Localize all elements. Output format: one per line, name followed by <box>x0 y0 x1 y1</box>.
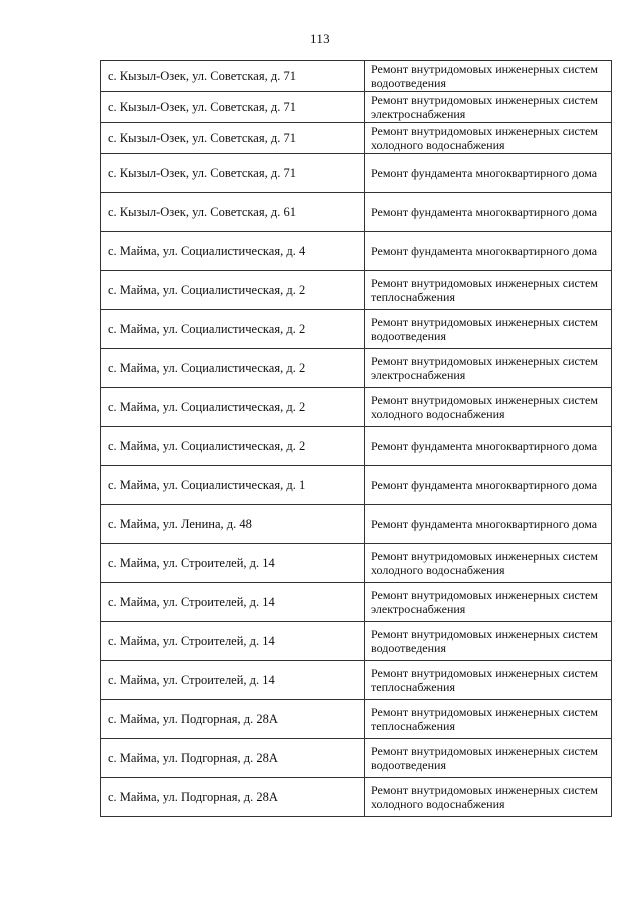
work-type-cell: Ремонт фундамента многоквартирного дома <box>365 232 612 271</box>
table-row <box>101 466 612 505</box>
address-cell: с. Кызыл-Озек, ул. Советская, д. 71 <box>101 61 365 92</box>
work-type-cell: Ремонт фундамента многоквартирного дома <box>365 505 612 544</box>
address-cell: с. Майма, ул. Социалистическая, д. 2 <box>101 349 365 388</box>
address-cell: с. Майма, ул. Строителей, д. 14 <box>101 622 365 661</box>
address-cell: с. Майма, ул. Социалистическая, д. 2 <box>101 427 365 466</box>
work-type-cell: Ремонт внутридомовых инженерных систем водоотведения <box>365 739 612 778</box>
work-type-cell: Ремонт фундамента многоквартирного дома <box>365 193 612 232</box>
table-row <box>101 193 612 232</box>
table-row <box>101 388 612 427</box>
table-row <box>101 92 612 123</box>
address-cell: с. Майма, ул. Социалистическая, д. 1 <box>101 466 365 505</box>
work-type-cell: Ремонт внутридомовых инженерных систем холодного водоснабжения <box>365 544 612 583</box>
address-cell: с. Майма, ул. Строителей, д. 14 <box>101 661 365 700</box>
table-row <box>101 739 612 778</box>
work-type-cell: Ремонт внутридомовых инженерных систем холодного водоснабжения <box>365 778 612 817</box>
table-row <box>101 583 612 622</box>
address-cell: с. Майма, ул. Социалистическая, д. 2 <box>101 388 365 427</box>
work-type-cell: Ремонт внутридомовых инженерных систем теплоснабжения <box>365 271 612 310</box>
page-number: 113 <box>310 31 330 46</box>
address-cell: с. Кызыл-Озек, ул. Советская, д. 71 <box>101 154 365 193</box>
table-row <box>101 661 612 700</box>
table-row <box>101 700 612 739</box>
table-row <box>101 505 612 544</box>
table-row <box>101 310 612 349</box>
address-cell: с. Майма, ул. Ленина, д. 48 <box>101 505 365 544</box>
table-row <box>101 427 612 466</box>
work-type-cell: Ремонт внутридомовых инженерных систем теплоснабжения <box>365 700 612 739</box>
table-row <box>101 61 612 92</box>
work-type-cell: Ремонт фундамента многоквартирного дома <box>365 427 612 466</box>
table-row <box>101 154 612 193</box>
address-cell: с. Кызыл-Озек, ул. Советская, д. 71 <box>101 123 365 154</box>
table-row <box>101 544 612 583</box>
table-row <box>101 232 612 271</box>
table-row <box>101 271 612 310</box>
address-cell: с. Майма, ул. Строителей, д. 14 <box>101 583 365 622</box>
work-type-cell: Ремонт внутридомовых инженерных систем водоотведения <box>365 61 612 92</box>
address-cell: с. Майма, ул. Социалистическая, д. 2 <box>101 271 365 310</box>
table-row <box>101 123 612 154</box>
work-type-cell: Ремонт внутридомовых инженерных систем холодного водоснабжения <box>365 123 612 154</box>
address-cell: с. Майма, ул. Подгорная, д. 28А <box>101 700 365 739</box>
table-row <box>101 349 612 388</box>
work-type-cell: Ремонт внутридомовых инженерных систем водоотведения <box>365 622 612 661</box>
table-row <box>101 778 612 817</box>
work-type-cell: Ремонт внутридомовых инженерных систем холодного водоснабжения <box>365 388 612 427</box>
work-type-cell: Ремонт внутридомовых инженерных систем водоотведения <box>365 310 612 349</box>
table-row <box>101 622 612 661</box>
work-type-cell: Ремонт внутридомовых инженерных систем электроснабжения <box>365 92 612 123</box>
address-cell: с. Кызыл-Озек, ул. Советская, д. 61 <box>101 193 365 232</box>
works-table <box>100 60 612 817</box>
address-cell: с. Майма, ул. Подгорная, д. 28А <box>101 739 365 778</box>
work-type-cell: Ремонт фундамента многоквартирного дома <box>365 154 612 193</box>
work-type-cell: Ремонт внутридомовых инженерных систем электроснабжения <box>365 349 612 388</box>
work-type-cell: Ремонт внутридомовых инженерных систем электроснабжения <box>365 583 612 622</box>
address-cell: с. Майма, ул. Строителей, д. 14 <box>101 544 365 583</box>
address-cell: с. Майма, ул. Подгорная, д. 28А <box>101 778 365 817</box>
address-cell: с. Кызыл-Озек, ул. Советская, д. 71 <box>101 92 365 123</box>
address-cell: с. Майма, ул. Социалистическая, д. 4 <box>101 232 365 271</box>
work-type-cell: Ремонт внутридомовых инженерных систем теплоснабжения <box>365 661 612 700</box>
address-cell: с. Майма, ул. Социалистическая, д. 2 <box>101 310 365 349</box>
work-type-cell: Ремонт фундамента многоквартирного дома <box>365 466 612 505</box>
